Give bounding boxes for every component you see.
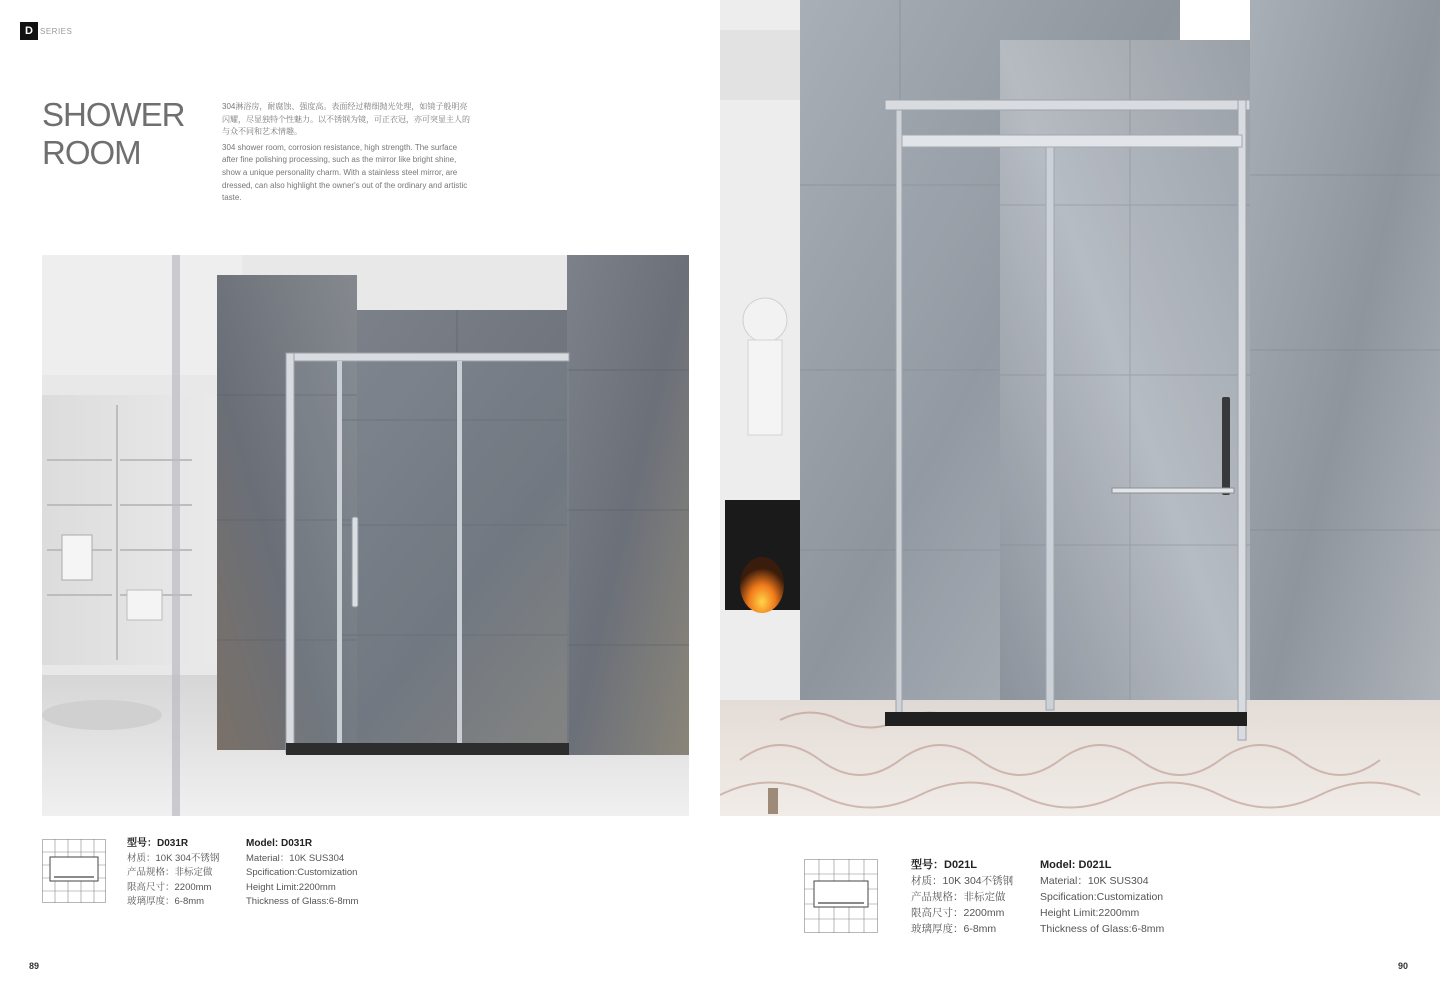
spec-en-column (246, 837, 358, 910)
intro-text (222, 101, 474, 208)
material-cn: 材质：10K 304不锈钢 (911, 875, 1014, 887)
height-limit-cn: 限高尺寸：2200mm (911, 907, 1005, 919)
model-label-cn: 型号：D031R (127, 838, 189, 849)
series-letter: D (20, 22, 38, 40)
model-label-en: Model: D021L (1040, 859, 1112, 871)
title-line-2: ROOM (42, 134, 141, 171)
glass-thickness-cn: 玻璃厚度：6-8mm (911, 923, 997, 935)
intro-chinese: 304淋浴房，耐腐蚀、强度高。表面经过精细抛光处理，如镜子般明亮闪耀，尽显独特个性魅力。以不锈钢为镜，可正衣冠，亦可突显主人的与众不同和艺术情趣。 (222, 102, 470, 137)
right-page (720, 0, 1440, 997)
height-limit-cn: 限高尺寸：2200mm (127, 881, 212, 893)
model-label-cn: 型号：D021L (911, 859, 978, 871)
page-number-left: 89 (29, 961, 40, 971)
floor-plan-icon (804, 859, 878, 933)
title-line-1: SHOWER (42, 96, 185, 133)
specification-en: Spcification:Customization (1040, 891, 1164, 903)
material-en: Material：10K SUS304 (246, 852, 345, 864)
spec-cn-column (911, 857, 1013, 937)
series-label: SERIES (40, 26, 73, 36)
intro-english: 304 shower room, corrosion resistance, high strength. The surface after fine polishing processing, such as the mirror like bright shine, show a unique personality charm. With a stainless steel mirror, are dressed, can also highlight the owner's out of the ordinary and artistic taste. (222, 142, 468, 203)
spec-cn-column (127, 837, 219, 910)
product-photo-d021l (720, 0, 1440, 816)
series-tag (20, 22, 72, 40)
glass-thickness-en: Thickness of Glass:6-8mm (246, 896, 359, 907)
material-cn: 材质：10K 304不锈钢 (127, 852, 220, 864)
height-limit-en: Height Limit:2200mm (246, 881, 336, 893)
floor-plan-icon (42, 839, 106, 903)
material-en: Material：10K SUS304 (1040, 875, 1149, 887)
specification-en: Spcification:Customization (246, 867, 358, 878)
shower-scene-d031r (42, 255, 689, 816)
glass-thickness-cn: 玻璃厚度：6-8mm (127, 896, 205, 907)
product-photo-d031r (42, 255, 689, 816)
page-title (42, 96, 185, 172)
page-number-right: 90 (1397, 961, 1408, 971)
specification-cn: 产品规格：非标定做 (911, 891, 1006, 903)
shower-scene-d021l (720, 0, 1440, 816)
model-label-en: Model: D031R (246, 838, 313, 849)
specification-cn: 产品规格：非标定做 (127, 867, 213, 878)
spec-en-column (1040, 857, 1164, 937)
height-limit-en: Height Limit:2200mm (1040, 907, 1140, 919)
glass-thickness-en: Thickness of Glass:6-8mm (1040, 923, 1165, 935)
